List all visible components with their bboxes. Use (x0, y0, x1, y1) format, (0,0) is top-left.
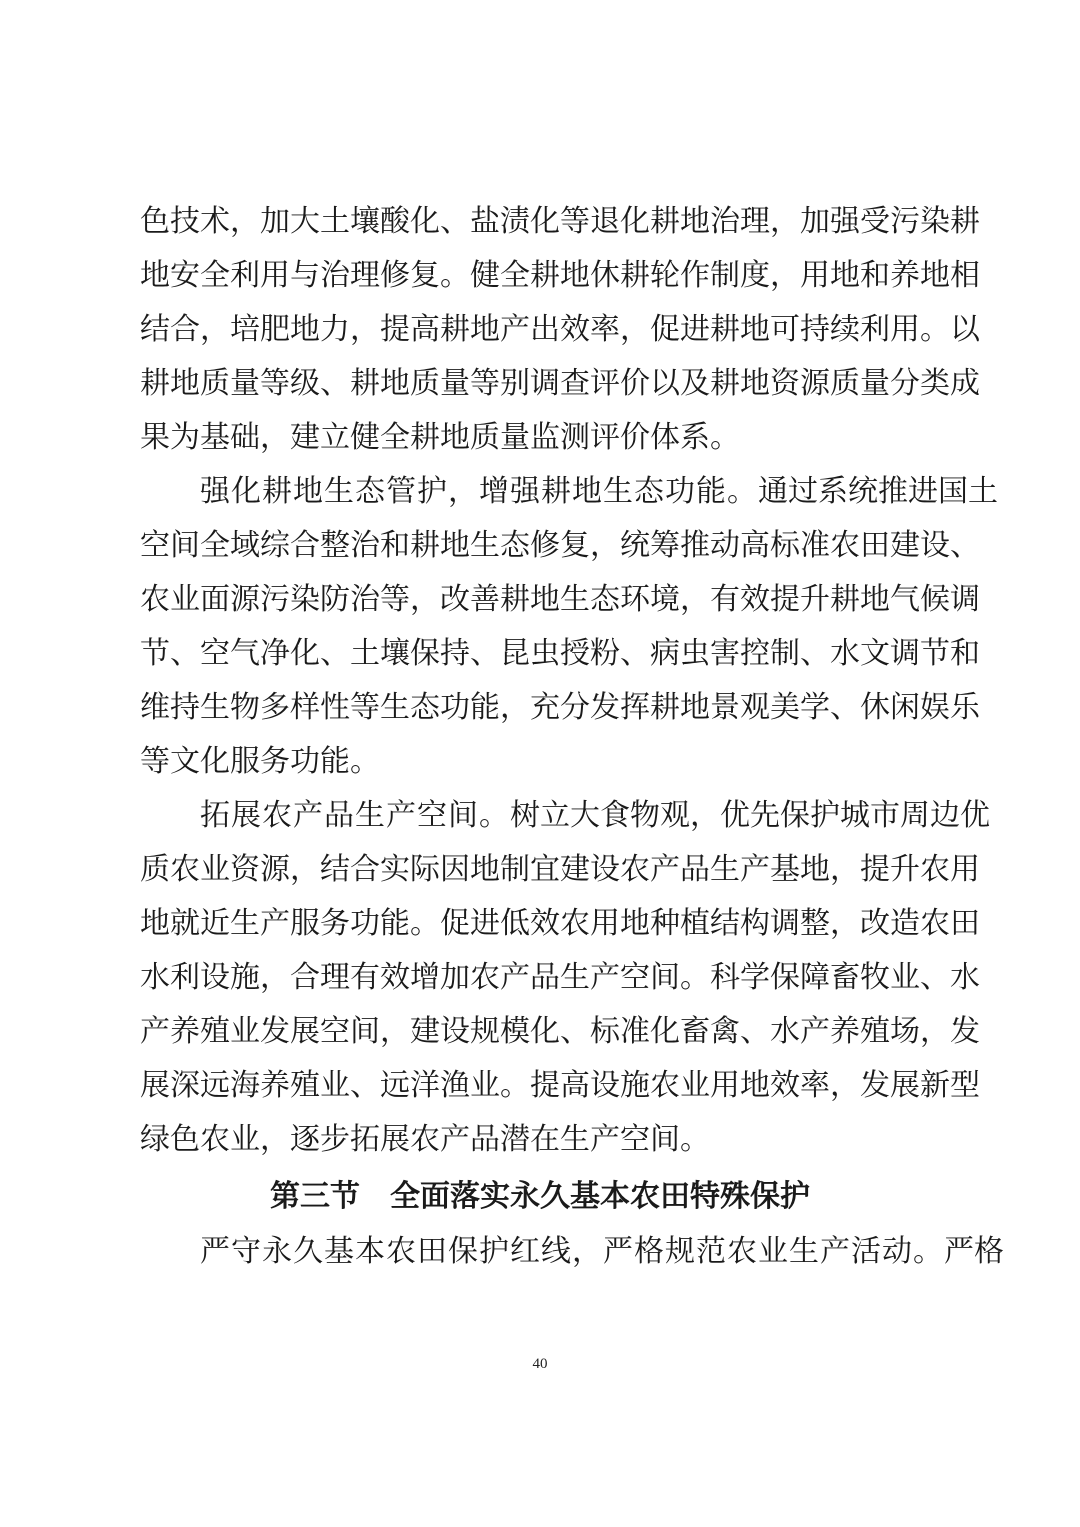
paragraph-line: 地安全利用与治理修复。健全耕地休耕轮作制度，用地和养地相 (140, 258, 980, 293)
paragraph-line: 绿色农业，逐步拓展农产品潜在生产空间。 (140, 1122, 710, 1157)
paragraph-lead-sentence: 拓展农产品生产空间。 (200, 798, 510, 833)
paragraph-line: 结合，培肥地力，提高耕地产出效率，促进耕地可持续利用。以 (140, 312, 980, 347)
paragraph-first-line (140, 789, 990, 843)
paragraph-line: 色技术，加大土壤酸化、盐渍化等退化耕地治理，加强受污染耕 (140, 204, 980, 239)
paragraph-first-line (140, 465, 998, 519)
paragraph-line: 地就近生产服务功能。促进低效农用地种植结构调整，改造农田 (140, 906, 980, 941)
paragraph-first-line-rest: 通过系统推进国土 (758, 474, 998, 509)
section-heading: 第三节 全面落实永久基本农田特殊保护 (270, 1179, 810, 1214)
paragraph-1 (140, 195, 980, 465)
paragraph-2 (140, 465, 998, 789)
paragraph-first-line-rest: 树立大食物观，优先保护城市周边优 (510, 798, 990, 833)
paragraph-first-line (140, 1225, 1004, 1279)
paragraph-line: 耕地质量等级、耕地质量等别调查评价以及耕地资源质量分类成 (140, 366, 980, 401)
paragraph-lead-sentence: 强化耕地生态管护，增强耕地生态功能。 (200, 474, 758, 509)
paragraph-line: 节、空气净化、土壤保持、昆虫授粉、病虫害控制、水文调节和 (140, 636, 980, 671)
paragraph-4 (140, 1225, 1004, 1279)
paragraph-first-line-rest: 严格 (944, 1234, 1004, 1269)
paragraph-line: 展深远海养殖业、远洋渔业。提高设施农业用地效率，发展新型 (140, 1068, 980, 1103)
paragraph-3 (140, 789, 990, 1167)
paragraph-line: 农业面源污染防治等，改善耕地生态环境，有效提升耕地气候调 (140, 582, 980, 617)
paragraph-line: 质农业资源，结合实际因地制宜建设农产品生产基地，提升农用 (140, 852, 980, 887)
paragraph-line: 产养殖业发展空间，建设规模化、标准化畜禽、水产养殖场，发 (140, 1014, 980, 1049)
paragraph-line: 等文化服务功能。 (140, 744, 380, 779)
paragraph-line: 空间全域综合整治和耕地生态修复，统筹推动高标准农田建设、 (140, 528, 980, 563)
document-body (140, 195, 1004, 1279)
paragraph-line: 水利设施，合理有效增加农产品生产空间。科学保障畜牧业、水 (140, 960, 980, 995)
paragraph-line: 维持生物多样性等生态功能，充分发挥耕地景观美学、休闲娱乐 (140, 690, 980, 725)
paragraph-line: 果为基础，建立健全耕地质量监测评价体系。 (140, 420, 740, 455)
paragraph-lead-sentence: 严守永久基本农田保护红线，严格规范农业生产活动。 (200, 1234, 944, 1269)
page-number: 40 (532, 1356, 548, 1372)
